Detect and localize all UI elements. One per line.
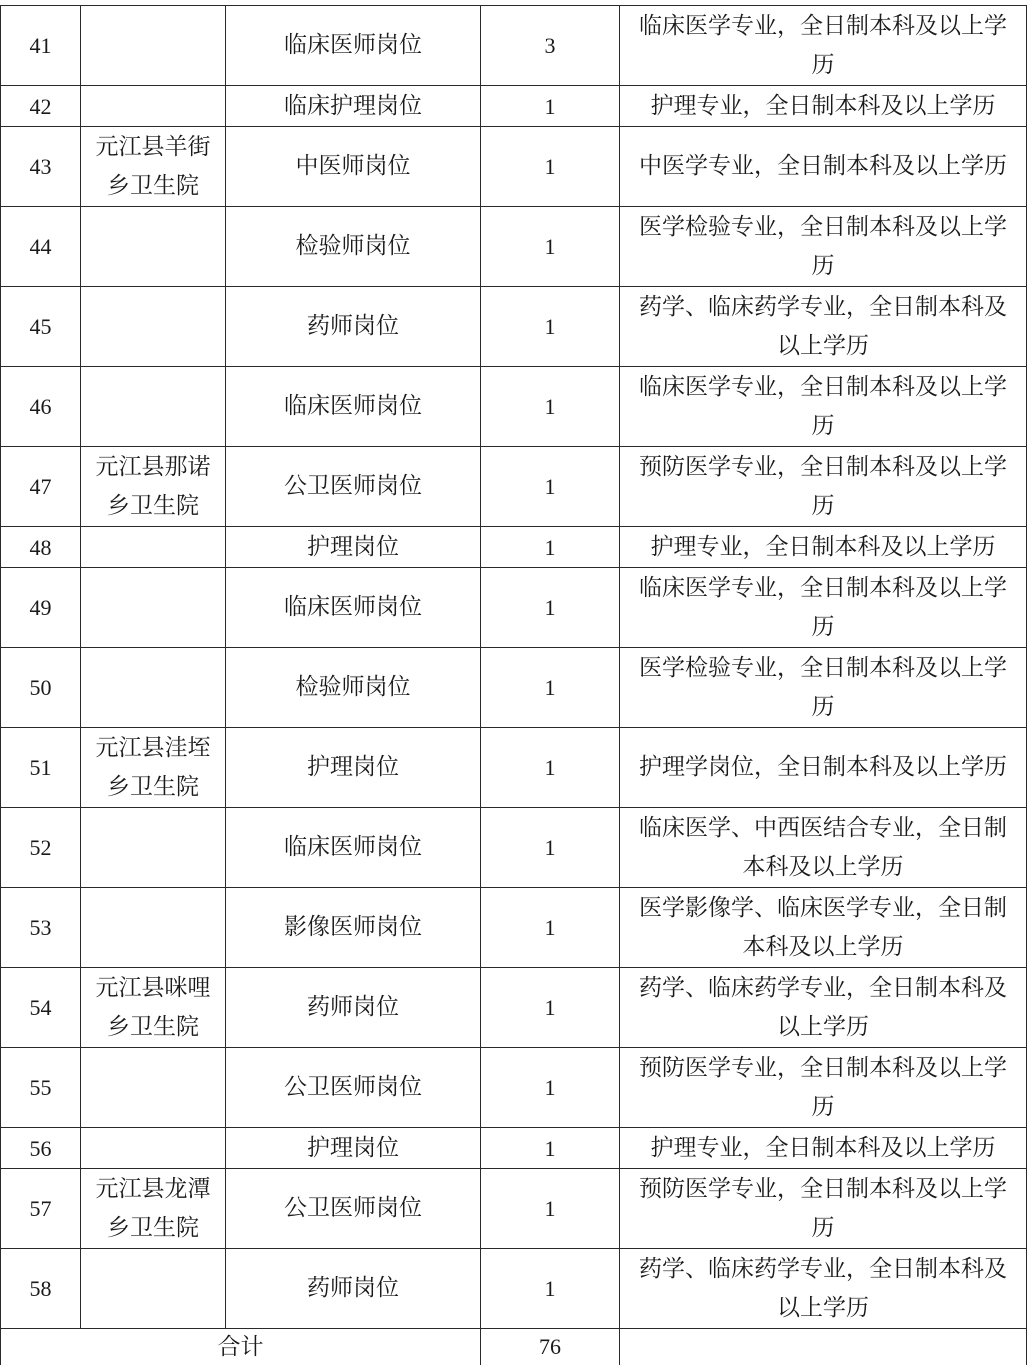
unit-cell (81, 287, 226, 367)
table-row (1, 888, 1027, 968)
row-number: 48 (1, 527, 81, 568)
requirement-cell: 护理专业，全日制本科及以上学历 (620, 86, 1027, 127)
table-row (1, 1128, 1027, 1169)
post-cell: 护理岗位 (226, 1128, 481, 1169)
table-row (1, 968, 1027, 1048)
table-row (1, 6, 1027, 86)
row-number: 57 (1, 1169, 81, 1249)
row-number: 46 (1, 367, 81, 447)
table-row (1, 287, 1027, 367)
requirement-cell: 临床医学专业，全日制本科及以上学历 (620, 367, 1027, 447)
requirement-cell: 护理学岗位，全日制本科及以上学历 (620, 728, 1027, 808)
requirement-cell: 预防医学专业，全日制本科及以上学历 (620, 1169, 1027, 1249)
table-row (1, 728, 1027, 808)
count-cell: 1 (481, 527, 620, 568)
row-number: 43 (1, 127, 81, 207)
unit-cell (81, 1249, 226, 1329)
row-number: 42 (1, 86, 81, 127)
requirement-cell: 医学影像学、临床医学专业，全日制本科及以上学历 (620, 888, 1027, 968)
unit-cell (81, 648, 226, 728)
count-cell: 1 (481, 968, 620, 1048)
row-number: 55 (1, 1048, 81, 1128)
count-cell: 1 (481, 287, 620, 367)
unit-cell (81, 86, 226, 127)
row-number: 56 (1, 1128, 81, 1169)
unit-cell (81, 207, 226, 287)
post-cell: 影像医师岗位 (226, 888, 481, 968)
unit-cell: 元江县咪哩乡卫生院 (81, 968, 226, 1048)
count-cell: 1 (481, 888, 620, 968)
post-cell: 公卫医师岗位 (226, 1048, 481, 1128)
unit-cell: 元江县羊街乡卫生院 (81, 127, 226, 207)
requirement-cell: 临床医学专业，全日制本科及以上学历 (620, 568, 1027, 648)
count-cell: 3 (481, 6, 620, 86)
row-number: 53 (1, 888, 81, 968)
post-cell: 临床医师岗位 (226, 367, 481, 447)
count-cell: 1 (481, 1128, 620, 1169)
table-row (1, 648, 1027, 728)
count-cell: 1 (481, 1048, 620, 1128)
table-row (1, 1048, 1027, 1128)
row-number: 45 (1, 287, 81, 367)
post-cell: 检验师岗位 (226, 648, 481, 728)
post-cell: 临床护理岗位 (226, 86, 481, 127)
requirement-cell: 预防医学专业，全日制本科及以上学历 (620, 447, 1027, 527)
table-row (1, 127, 1027, 207)
requirement-cell: 医学检验专业，全日制本科及以上学历 (620, 648, 1027, 728)
row-number: 44 (1, 207, 81, 287)
count-cell: 1 (481, 367, 620, 447)
unit-cell (81, 527, 226, 568)
table-row (1, 86, 1027, 127)
recruitment-table (0, 5, 1027, 1365)
row-number: 41 (1, 6, 81, 86)
unit-cell (81, 888, 226, 968)
post-cell: 护理岗位 (226, 527, 481, 568)
total-requirement-cell (620, 1329, 1027, 1366)
row-number: 58 (1, 1249, 81, 1329)
unit-cell: 元江县那诺乡卫生院 (81, 447, 226, 527)
row-number: 51 (1, 728, 81, 808)
count-cell: 1 (481, 1169, 620, 1249)
post-cell: 公卫医师岗位 (226, 447, 481, 527)
table-row (1, 568, 1027, 648)
requirement-cell: 预防医学专业，全日制本科及以上学历 (620, 1048, 1027, 1128)
count-cell: 1 (481, 127, 620, 207)
post-cell: 临床医师岗位 (226, 808, 481, 888)
requirement-cell: 药学、临床药学专业，全日制本科及以上学历 (620, 1249, 1027, 1329)
count-cell: 1 (481, 568, 620, 648)
count-cell: 1 (481, 207, 620, 287)
unit-cell (81, 6, 226, 86)
requirement-cell: 临床医学专业，全日制本科及以上学历 (620, 6, 1027, 86)
table-row (1, 1249, 1027, 1329)
post-cell: 中医师岗位 (226, 127, 481, 207)
table-row (1, 447, 1027, 527)
unit-cell (81, 568, 226, 648)
unit-cell (81, 367, 226, 447)
count-cell: 1 (481, 447, 620, 527)
table-row (1, 527, 1027, 568)
post-cell: 药师岗位 (226, 287, 481, 367)
requirement-cell: 药学、临床药学专业，全日制本科及以上学历 (620, 968, 1027, 1048)
post-cell: 临床医师岗位 (226, 6, 481, 86)
requirement-cell: 护理专业，全日制本科及以上学历 (620, 527, 1027, 568)
total-label: 合计 (1, 1329, 481, 1366)
total-row (1, 1329, 1027, 1366)
count-cell: 1 (481, 86, 620, 127)
post-cell: 公卫医师岗位 (226, 1169, 481, 1249)
post-cell: 临床医师岗位 (226, 568, 481, 648)
unit-cell: 元江县洼垤乡卫生院 (81, 728, 226, 808)
requirement-cell: 中医学专业，全日制本科及以上学历 (620, 127, 1027, 207)
row-number: 50 (1, 648, 81, 728)
row-number: 49 (1, 568, 81, 648)
requirement-cell: 临床医学、中西医结合专业，全日制本科及以上学历 (620, 808, 1027, 888)
requirement-cell: 药学、临床药学专业，全日制本科及以上学历 (620, 287, 1027, 367)
table-row (1, 808, 1027, 888)
post-cell: 药师岗位 (226, 968, 481, 1048)
post-cell: 检验师岗位 (226, 207, 481, 287)
unit-cell: 元江县龙潭乡卫生院 (81, 1169, 226, 1249)
row-number: 52 (1, 808, 81, 888)
count-cell: 1 (481, 728, 620, 808)
count-cell: 1 (481, 808, 620, 888)
row-number: 47 (1, 447, 81, 527)
row-number: 54 (1, 968, 81, 1048)
unit-cell (81, 1048, 226, 1128)
requirement-cell: 护理专业，全日制本科及以上学历 (620, 1128, 1027, 1169)
count-cell: 1 (481, 1249, 620, 1329)
table-row (1, 367, 1027, 447)
count-cell: 1 (481, 648, 620, 728)
unit-cell (81, 808, 226, 888)
total-count: 76 (481, 1329, 620, 1366)
post-cell: 药师岗位 (226, 1249, 481, 1329)
table-row (1, 1169, 1027, 1249)
unit-cell (81, 1128, 226, 1169)
table-row (1, 207, 1027, 287)
requirement-cell: 医学检验专业，全日制本科及以上学历 (620, 207, 1027, 287)
post-cell: 护理岗位 (226, 728, 481, 808)
